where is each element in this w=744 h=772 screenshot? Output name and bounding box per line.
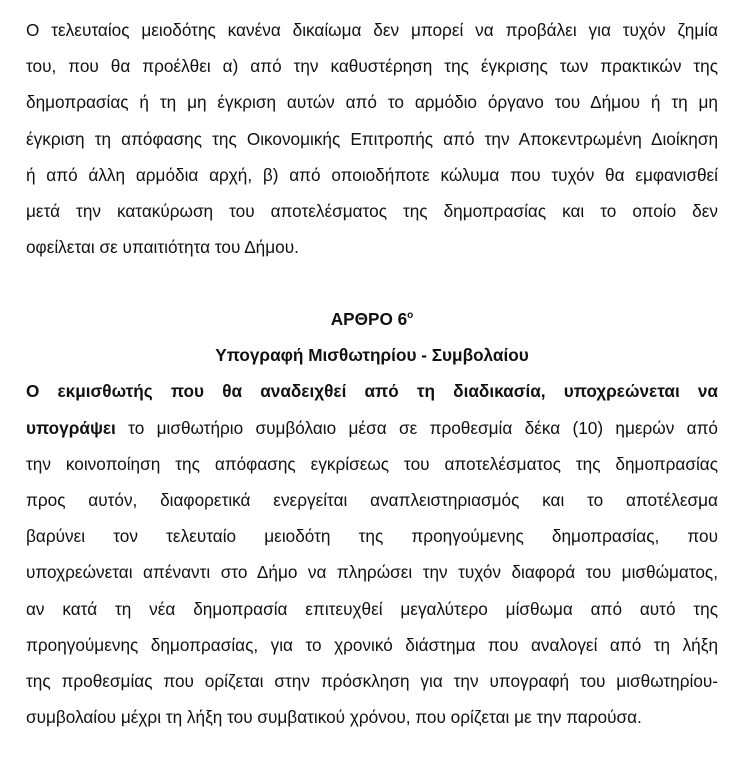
text-line: μετά την κατακύρωση του αποτελέσματος της δημοπρασίας και το οποίο δεν [26, 201, 718, 222]
paragraph-liability [26, 12, 718, 265]
text-line: την κοινοποίηση της απόφασης εγκρίσεως του αποτελέσματος της δημοπρασίας [26, 453, 718, 474]
text-line: προς αυτόν, διαφορετικά ενεργείται αναπλειστηριασμός και το αποτέλεσμα [26, 490, 718, 511]
text-line: ή από άλλη αρμόδια αρχή, β) από οποιοδήποτε κώλυμα που τυχόν θα εμφανισθεί [26, 164, 718, 185]
article-number-text: ΑΡΘΡΟ 6 [330, 309, 408, 330]
article-number-superscript: ο [407, 310, 414, 322]
text-line-bold: Ο εκμισθωτής που θα αναδειχθεί από τη διαδικασία, υποχρεώνεται να [26, 381, 718, 402]
text-line: προηγούμενης δημοπρασίας, για το χρονικό διάστημα που αναλογεί από τη λήξη [26, 634, 718, 655]
text-segment: το μισθωτήριο συμβόλαιο μέσα σε προθεσμία δέκα (10) ημερών από [115, 417, 718, 438]
text-line: συμβολαίου μέχρι τη λήξη του συμβατικού χρόνου, που ορίζεται με την παρούσα. [26, 707, 642, 728]
paragraph-spacer [26, 265, 718, 301]
text-line: βαρύνει τον τελευταίο μειοδότη της προηγούμενης δημοπρασίας, που [26, 526, 718, 547]
article-title: Υπογραφή Μισθωτηρίου - Συμβολαίου [215, 345, 529, 366]
text-line: υποχρεώνεται απέναντι στο Δήμο να πληρώσει την τυχόν διαφορά του μισθώματος, [26, 562, 718, 583]
text-line-mixed [26, 410, 718, 446]
bold-phrase: υπογράψει [26, 417, 116, 438]
text-line: αν κατά τη νέα δημοπρασία επιτευχθεί μεγαλύτερο μίσθωμα από αυτό της [26, 598, 718, 619]
article-number [26, 301, 718, 337]
text-line: δημοπρασίας ή τη μη έγκριση αυτών από το αρμόδιο όργανο του Δήμου ή τη μη [26, 92, 718, 113]
paragraph-contract-signing [26, 373, 718, 735]
text-line: της προθεσμίας που ορίζεται στην πρόσκληση για την υπογραφή του μισθωτηρίου- [26, 671, 718, 692]
document-page [26, 12, 718, 735]
text-line: του, που θα προέλθει α) από την καθυστέρηση της έγκρισης των πρακτικών της [26, 56, 718, 77]
text-line: έγκριση τη απόφασης της Οικονομικής Επιτροπής από την Αποκεντρωμένη Διοίκηση [26, 128, 718, 149]
text-line: Ο τελευταίος μειοδότης κανένα δικαίωμα δεν μπορεί να προβάλει για τυχόν ζημία [26, 20, 718, 40]
text-line: οφείλεται σε υπαιτιότητα του Δήμου. [26, 237, 299, 258]
